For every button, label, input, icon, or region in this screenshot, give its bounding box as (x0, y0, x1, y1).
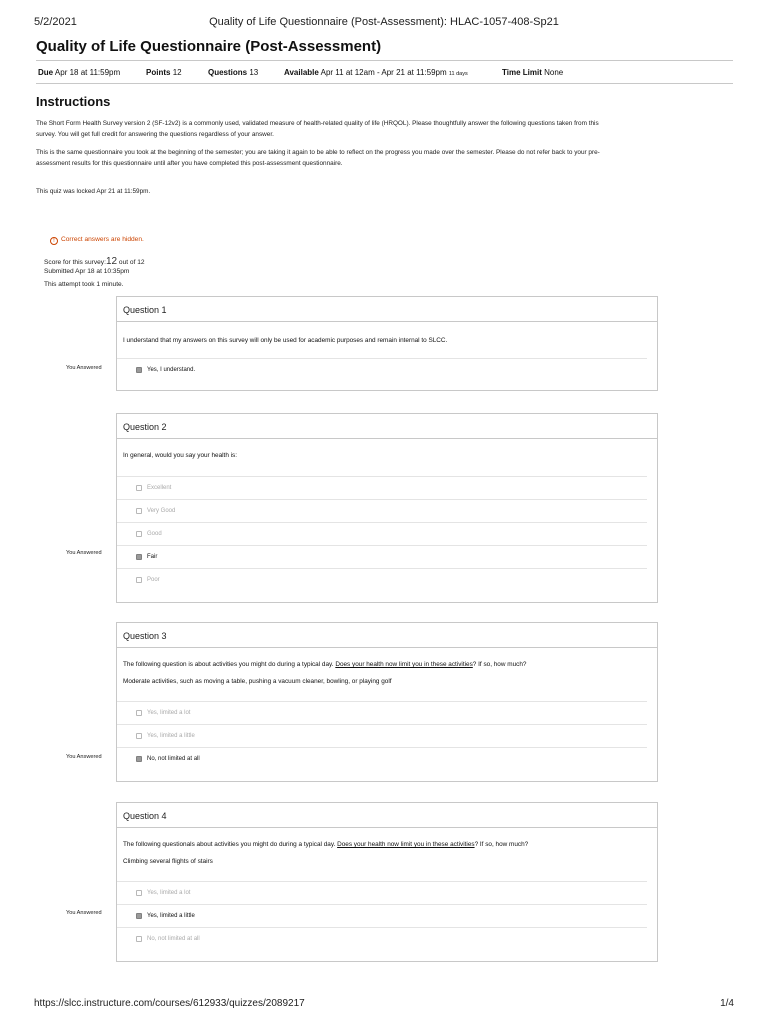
question-text-end: ? If so, how much? (474, 841, 529, 848)
submitted-line: Submitted Apr 18 at 10:35pm (44, 268, 130, 275)
meta-points (146, 68, 182, 77)
meta-questions (208, 68, 258, 77)
radio-button[interactable] (136, 367, 142, 373)
answer-option[interactable] (117, 747, 647, 770)
meta-time-limit-value: None (544, 68, 564, 77)
answer-label: Yes, limited a lot (147, 710, 191, 716)
meta-due (38, 68, 120, 77)
question-text-start: The following questionals about activities you might do during a typical day. (123, 841, 336, 848)
answer-label: Yes, I understand. (147, 367, 196, 373)
answer-option[interactable] (117, 522, 647, 545)
answer-option[interactable] (117, 568, 647, 591)
answer-label: Good (147, 531, 162, 537)
radio-button[interactable] (136, 890, 142, 896)
locked-notice: This quiz was locked Apr 21 at 11:59pm. (36, 188, 151, 195)
score-suffix: out of 12 (118, 259, 145, 266)
meta-due-label: Due (38, 68, 54, 77)
question-card-4 (116, 802, 658, 962)
print-date: 5/2/2021 (34, 16, 77, 28)
instructions-p2-line1: This is the same questionnaire you took at the beginning of the semester; you are taking it again to be able to reflect on the progress you made over the semester. Please do not refer back to your pre- (36, 149, 600, 156)
radio-button[interactable] (136, 577, 142, 583)
meta-available (284, 68, 468, 77)
answer-label: No, not limited at all (147, 756, 200, 762)
radio-button[interactable] (136, 733, 142, 739)
question-text-start: The following question is about activities you might do during a typical day. (123, 661, 334, 668)
answer-label: Yes, limited a lot (147, 890, 191, 896)
question-text: In general, would you say your health is: (123, 452, 238, 459)
print-page-number: 1/4 (720, 998, 734, 1009)
answer-label: No, not limited at all (147, 936, 200, 942)
you-answered-label: You Answered (66, 754, 102, 760)
alert-icon: ! (50, 237, 58, 245)
meta-time-limit-label: Time Limit (502, 68, 542, 77)
question-title: Question 1 (117, 297, 657, 322)
print-document-title: Quality of Life Questionnaire (Post-Assessment): HLAC-1057-408-Sp21 (209, 16, 559, 28)
meta-due-value: Apr 18 at 11:59pm (54, 68, 121, 77)
meta-available-value: Apr 11 at 12am - Apr 21 at 11:59pm (320, 68, 447, 77)
answers-hidden-text: Correct answers are hidden. (61, 236, 144, 243)
instructions-p2-line2: assessment results for this questionnaire until after you have completed this post-assessment questionnaire. (36, 159, 343, 167)
score-line (44, 256, 145, 267)
question-title: Question 2 (117, 414, 657, 439)
answer-option[interactable] (117, 476, 647, 499)
answer-label: Excellent (147, 485, 172, 491)
print-url: https://slcc.instructure.com/courses/612933/quizzes/2089217 (34, 998, 305, 1009)
question-subtext: Moderate activities, such as moving a table, pushing a vacuum cleaner, bowling, or playing golf (123, 678, 392, 685)
question-subtext: Climbing several flights of stairs (123, 858, 213, 865)
radio-button[interactable] (136, 913, 142, 919)
radio-button[interactable] (136, 756, 142, 762)
answers-hidden-notice (50, 236, 144, 245)
question-text-underlined: Does your health now limit you in these activities (335, 661, 473, 668)
question-title: Question 3 (117, 623, 657, 648)
print-header (34, 16, 734, 30)
question-text (123, 661, 526, 668)
radio-button[interactable] (136, 508, 142, 514)
answer-option[interactable] (117, 927, 647, 950)
score-value: 12 (105, 256, 118, 267)
answer-option[interactable] (117, 358, 647, 381)
answer-label: Yes, limited a little (147, 733, 195, 739)
answer-option[interactable] (117, 904, 647, 927)
duration-line: This attempt took 1 minute. (44, 281, 124, 288)
meta-time-limit (502, 68, 563, 77)
instructions-paragraph-2 (36, 148, 716, 169)
print-footer (34, 998, 734, 1010)
answer-option[interactable] (117, 499, 647, 522)
you-answered-label: You Answered (66, 365, 102, 371)
answer-option[interactable] (117, 724, 647, 747)
instructions-heading: Instructions (36, 94, 111, 109)
radio-button[interactable] (136, 936, 142, 942)
radio-button[interactable] (136, 485, 142, 491)
you-answered-label: You Answered (66, 910, 102, 916)
meta-points-value: 12 (172, 68, 182, 77)
question-card-3 (116, 622, 658, 782)
quiz-meta-bar (36, 60, 733, 84)
question-card-2 (116, 413, 658, 603)
meta-available-days: 11 days (448, 71, 468, 77)
radio-button[interactable] (136, 554, 142, 560)
answer-label: Fair (147, 554, 158, 560)
score-label: Score for this survey: (44, 259, 106, 266)
meta-available-label: Available (284, 68, 319, 77)
question-title: Question 4 (117, 803, 657, 828)
instructions-p1-line2: survey. You will get full credit for answering the questions regardless of your answer. (36, 130, 274, 138)
page-title: Quality of Life Questionnaire (Post-Assessment) (36, 38, 382, 55)
you-answered-label: You Answered (66, 550, 102, 556)
answer-label: Poor (147, 577, 160, 583)
question-text (123, 841, 528, 848)
instructions-p1-line1: The Short Form Health Survey version 2 (SF-12v2) is a commonly used, validated measure of health-related quality of life (HRQOL). Please thoughtfully answer the following questions taken from this (36, 120, 599, 127)
radio-button[interactable] (136, 531, 142, 537)
answer-option[interactable] (117, 881, 647, 904)
meta-questions-label: Questions (208, 68, 248, 77)
meta-points-label: Points (146, 68, 171, 77)
answer-option[interactable] (117, 545, 647, 568)
answer-label: Very Good (147, 508, 176, 514)
radio-button[interactable] (136, 710, 142, 716)
instructions-paragraph-1 (36, 119, 716, 140)
question-text-underlined: Does your health now limit you in these activities (337, 841, 475, 848)
answer-option[interactable] (117, 701, 647, 724)
question-card-1 (116, 296, 658, 391)
question-text-end: ? If so, how much? (472, 661, 527, 668)
meta-questions-value: 13 (249, 68, 259, 77)
answer-label: Yes, limited a little (147, 913, 195, 919)
question-text: I understand that my answers on this survey will only be used for academic purposes and remain internal to SLCC. (123, 337, 448, 344)
